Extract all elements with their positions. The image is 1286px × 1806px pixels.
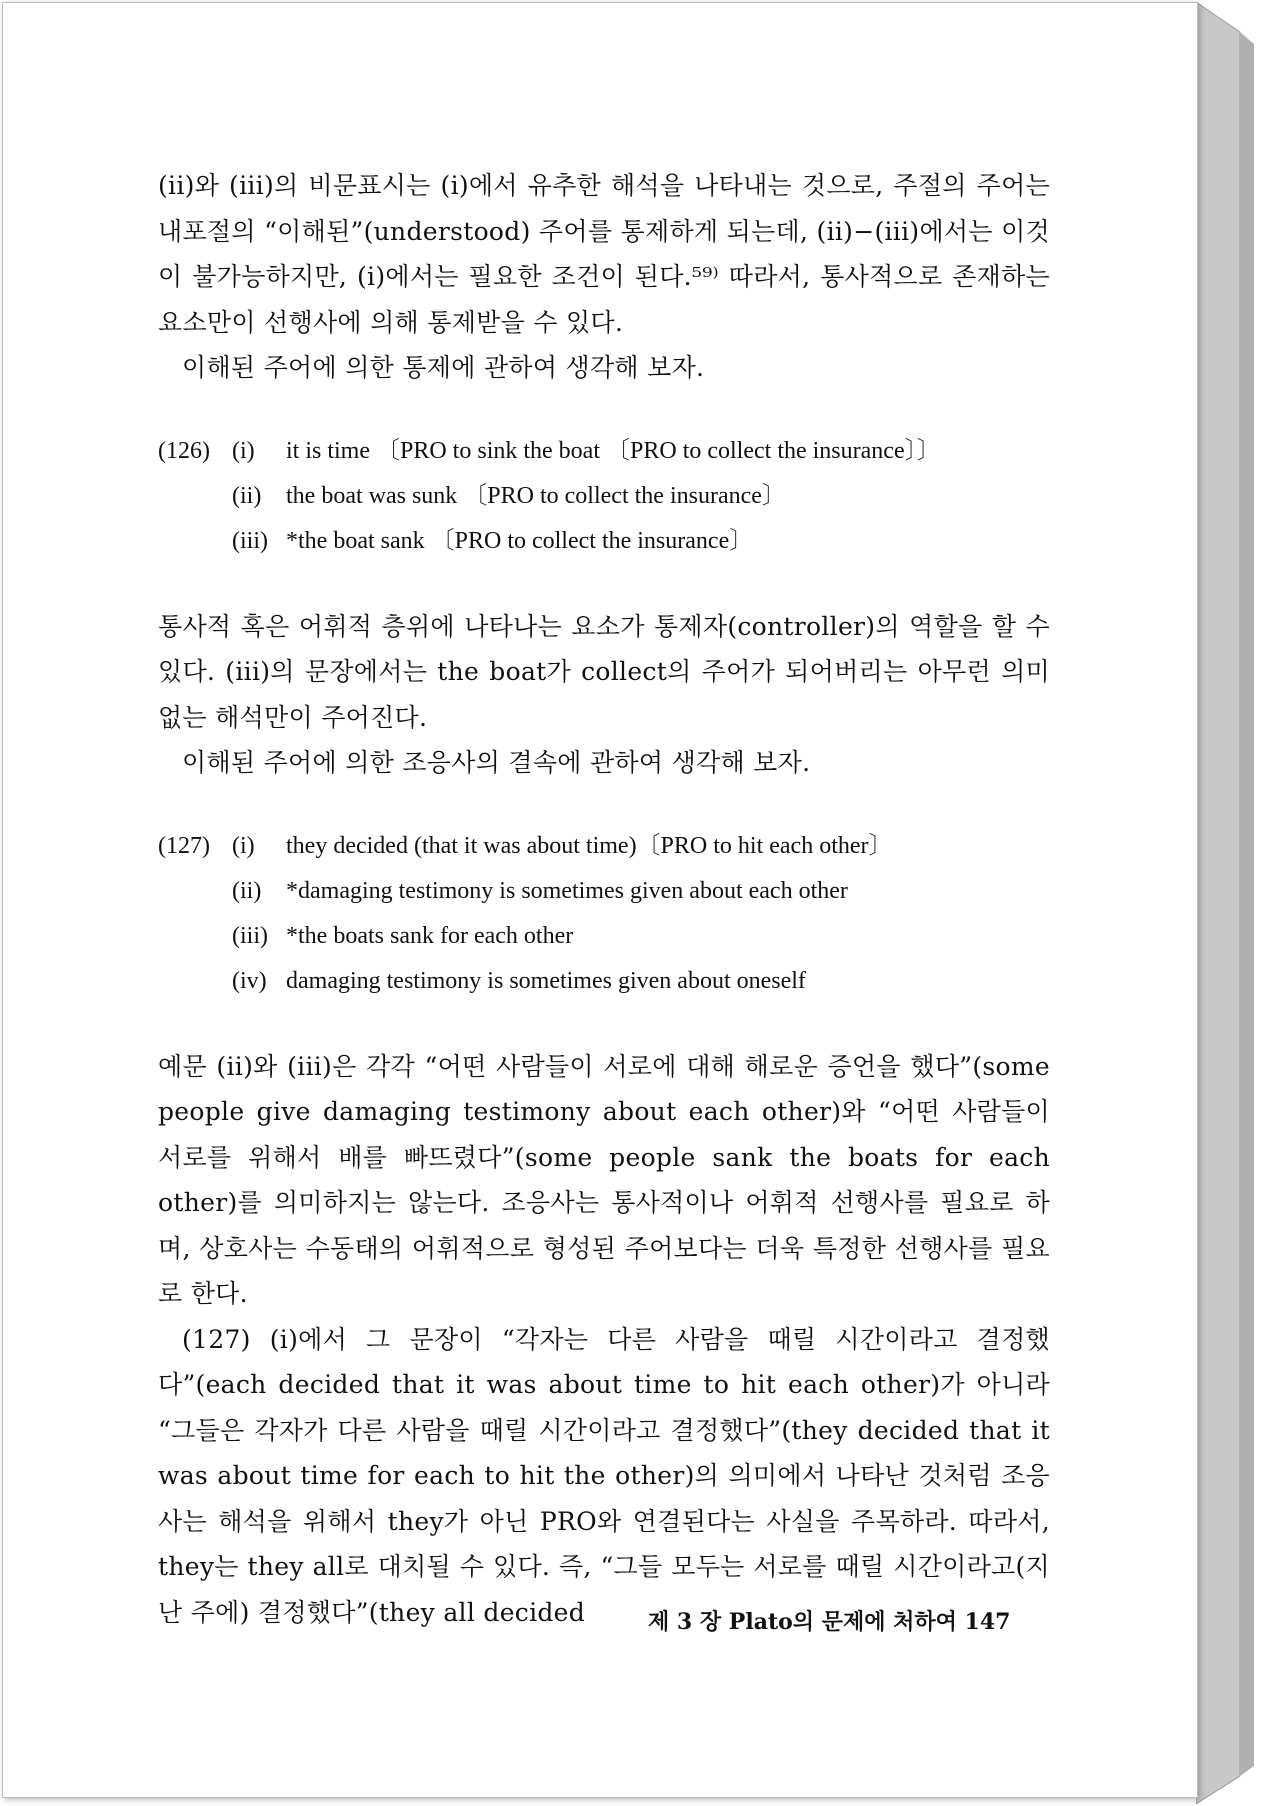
example-label: (iii) <box>232 527 268 554</box>
example-number: (126) <box>158 437 210 464</box>
page-content <box>158 163 1050 1635</box>
book-page <box>2 2 1198 1798</box>
example-text: *the boats sank for each other <box>286 922 574 949</box>
paragraph: 이해된 주어에 의한 통제에 관하여 생각해 보자. <box>182 353 705 382</box>
example-label: (iii) <box>232 922 268 949</box>
example-item <box>158 914 1050 959</box>
example-text: *damaging testimony is sometimes given about each other <box>286 877 848 904</box>
example-item <box>158 824 1050 869</box>
example-label: (ii) <box>232 877 262 904</box>
book-spine <box>1196 0 1256 1806</box>
example-item <box>158 519 1050 564</box>
paragraph: 통사적 혹은 어휘적 층위에 나타나는 요소가 통제자(controller)의 역할을 할 수 있다. (iii)의 문장에서는 the boat가 collect의 주어가 되어버리는 아무런 의미없는 해석만이 주어진다. <box>158 611 1050 732</box>
paragraph: (127) (i)에서 그 문장이 “각자는 다른 사람을 때릴 시간이라고 결정했다”(each decided that it was about time to hit each other)가 아니라 “그들은 각자가 다른 사람을 때릴 시간이라고 결정했다”(they decided that it was about time for each to hit the other)의 의미에서 나타난 것처럼 조응사는 해석을 위해서 they가 아닌 PRO와 연결된다는 사실을 주목하라. 따라서, they는 they all로 대치될 수 있다. 즉, “그들 모두는 서로를 때릴 시간이라고(지난 주에) 결정했다”(they all decided <box>158 1324 1050 1627</box>
example-item <box>158 869 1050 914</box>
paragraph: (ii)와 (iii)의 비문표시는 (i)에서 유추한 해석을 나타내는 것으로, 주절의 주어는 내포절의 “이해된”(understood) 주어를 통제하게 되는데, (ii)−(iii)에서는 이것이 불가능하지만, (i)에서는 필요한 조건이 된다.⁵⁹⁾ 따라서, 통사적으로 존재하는 요소만이 선행사에 의해 통제받을 수 있다. <box>158 171 1050 337</box>
example-text: it is time 〔PRO to sink the boat 〔PRO to collect the insurance〕〕 <box>286 437 941 464</box>
example-item <box>158 429 1050 474</box>
example-text: the boat was sunk 〔PRO to collect the insurance〕 <box>286 482 786 509</box>
example-item <box>158 959 1050 1004</box>
example-label: (i) <box>232 832 255 859</box>
example-label: (iv) <box>232 967 267 994</box>
example-label: (i) <box>232 437 255 464</box>
example-127 <box>158 824 1050 1004</box>
paragraph: 예문 (ii)와 (iii)은 각각 “어떤 사람들이 서로에 대해 해로운 증언을 했다”(some people give damaging testimony about each other)와 “어떤 사람들이 서로를 위해서 배를 빠뜨렸다”(some people sank the boats for each other)를 의미하지는 않는다. 조응사는 통사적이나 어휘적 선행사를 필요로 하며, 상호사는 수동태의 어휘적으로 형성된 주어보다는 더욱 특정한 선행사를 필요로 한다. <box>158 1051 1050 1308</box>
running-head: 제 3 장 Plato의 문제에 처하여 147 <box>648 1609 1011 1635</box>
example-text: they decided (that it was about time)〔PRO to hit each other〕 <box>286 832 893 859</box>
example-text: *the boat sank 〔PRO to collect the insurance〕 <box>286 527 754 554</box>
paragraph: 이해된 주어에 의한 조응사의 결속에 관하여 생각해 보자. <box>182 748 811 777</box>
example-item <box>158 474 1050 519</box>
example-number: (127) <box>158 832 210 859</box>
example-text: damaging testimony is sometimes given about oneself <box>286 967 806 994</box>
example-126 <box>158 429 1050 564</box>
example-label: (ii) <box>232 482 262 509</box>
